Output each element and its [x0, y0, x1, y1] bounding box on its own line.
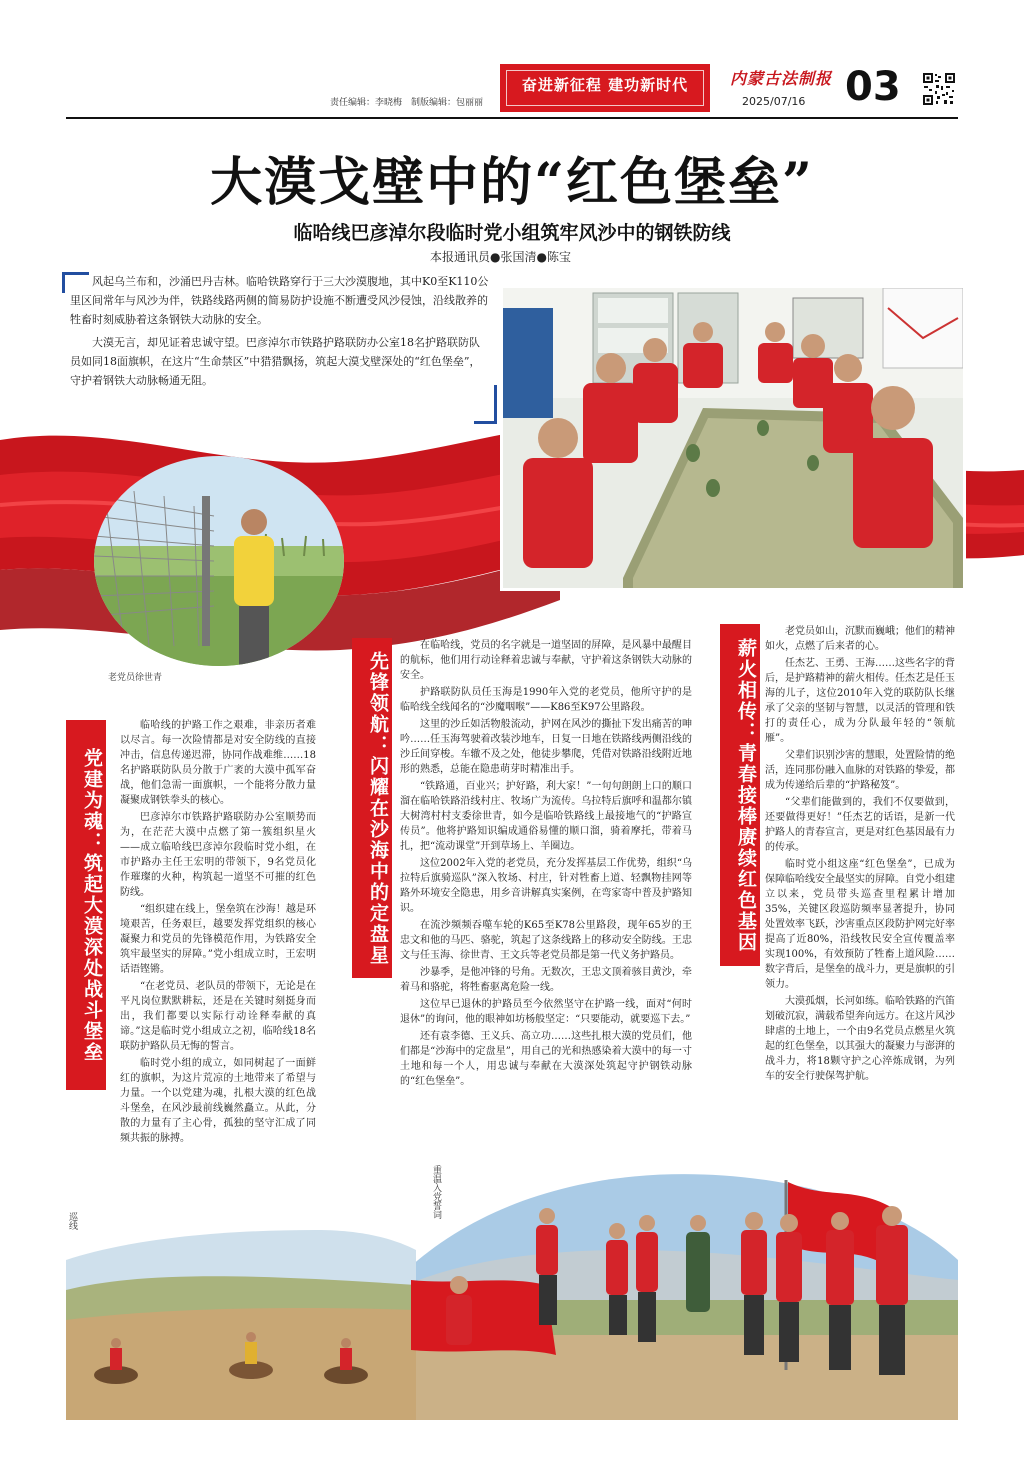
lede-paragraph: 风起乌兰布和，沙涌巴丹吉林。临哈铁路穿行于三大沙漠腹地，其中K0至K110公里区间常年与风沙为伴，铁路线路两侧的简易防护设施不断遭受风沙侵蚀，沿线散养的牲畜时刻威胁着这条钢铁大动脉的安全。	[70, 275, 489, 326]
slogan-banner	[500, 64, 710, 112]
qr-code-icon[interactable]	[922, 72, 956, 106]
section-body-vanguard	[400, 638, 692, 1091]
body-paragraph: 这位2002年入党的老党员，充分发挥基层工作优势，组织“乌拉特后旗骑巡队”深入牧场、村庄，针对牲畜上道、轻飘物挂网等路外环境安全隐患，用乡音讲解真实案例，在弯家寄中普及护路知识。	[400, 858, 692, 914]
body-paragraph: 在流沙频频吞噬车轮的K65至K78公里路段，现年65岁的王忠文和他的马匹、骆驼，筑起了这条线路上的移动安全防线。王忠文与任玉海、徐世青、王文兵等老党员都是第一代义务护路员。	[400, 920, 692, 961]
slogan-text: 奋进新征程 建功新时代	[521, 76, 689, 94]
body-paragraph: 大漠孤烟，长河如练。临哈铁路的汽笛划破沉寂，满载希望奔向远方。在这片风沙肆虐的土地上，一个由9名党员点燃星火筑起的红色堡垒，以其强大的凝聚力与澎湃的战斗力，将18颗守护之心淬炼成钢，为列车的安全行驶保驾护航。	[765, 996, 955, 1082]
section-body-legacy	[765, 624, 955, 1086]
body-paragraph: 老党员如山，沉默而巍峨；他们的精神如火，点燃了后来者的心。	[765, 626, 955, 652]
body-paragraph: 临哈线的护路工作之艰难，非亲历者难以尽言。每一次险情都是对安全防线的直接冲击，信息传递迟滞，协同作战难维……18名护路联防队员分散于广袤的大漠中孤军奋战，他们急需一面旗帜，一个能将分散力量凝聚成钢铁拳头的核心。	[120, 720, 316, 806]
body-paragraph: 这里的沙丘如活物般流动，护网在风沙的撕扯下发出痛苦的呻吟……任玉海驾驶着改装沙地车，日复一日地在铁路线两侧沿线的沙丘间穿梭。车辙不及之处，他徒步攀爬，凭借对铁路沿线附近地形的熟悉，总能在隐患萌芽时精准出手。	[400, 719, 692, 775]
photo-caption: 重温入党誓词	[431, 1165, 441, 1219]
body-paragraph: “父辈们能做到的，我们不仅要做到，还要做得更好！”任杰艺的话语，是新一代护路人的青春宣言，更是对红色基因最有力的传承。	[765, 797, 955, 853]
lede-paragraph: 大漠无言，却见证着忠诚守望。巴彦淖尔市铁路护路联防办公室18名护路联防队员如同18面旗帜，在这片“生命禁区”中猎猎飘扬，筑起大漠戈壁深处的“红色堡垒”，守护着钢铁大动脉畅通无阻。	[70, 336, 481, 387]
section-heading-party-building: 党建为魂：筑起大漠深处战斗堡垒	[66, 720, 106, 1090]
patrol-fence-photo	[94, 456, 344, 666]
body-paragraph: 临时党小组这座“红色堡垒”，已成为保障临哈线安全最坚实的屏障。自党小组建立以来，党员带头巡查里程累计增加35%，关键区段巡防频率显著提升，协同处置效率飞跃，沙害重点区段防护网完好率提高了近80%，沿线牧民安全宣传覆盖率实现100%，有效预防了牲畜上道风险……数字背后，是堡垒的战斗力，更是旗帜的引领力。	[765, 859, 955, 990]
newspaper-logo: 内蒙古法制报	[730, 69, 833, 88]
subheadline: 临哈线巴彦淖尔段临时党小组筑牢风沙中的钢铁防线	[293, 222, 731, 244]
byline: 本报通讯员●张国清●陈宝	[430, 250, 571, 264]
photo-caption: 巡线	[67, 1212, 77, 1230]
body-paragraph: 沙暴季，是他冲锋的号角。无数次，王忠文顶着骇目黄沙，牵着马和骆驼，将牲畜驱离危险一线。	[400, 967, 692, 993]
body-paragraph: 临时党小组的成立，如同树起了一面鲜红的旗帜，为这片荒凉的土地带来了希望与力量。一个以党建为魂，扎根大漠的红色战斗堡垒，在风沙最前线巍然矗立。从此，分散的力量有了主心骨，孤独的坚守汇成了同频共振的脉搏。	[120, 1058, 316, 1144]
section-heading-vanguard: 先锋领航：闪耀在沙海中的定盘星	[352, 638, 392, 978]
body-paragraph: “在老党员、老队员的带领下，无论是在平凡岗位默默耕耘，还是在关键时刻挺身而出，我们都要以实际行动诠释奉献的真谛。”这是临时党小组成立之初，临哈线18名联防护路队员无悔的誓言。	[120, 981, 316, 1052]
page-number: 03	[845, 64, 901, 110]
issue-date: 2025/07/16	[742, 95, 806, 108]
headline: 大漠戈壁中的“红色堡垒”	[210, 152, 814, 213]
editor-credits: 责任编辑：李晓梅 制版编辑：包丽丽	[330, 98, 484, 108]
section-heading-legacy: 薪火相传：青春接棒赓续红色基因	[720, 624, 760, 966]
body-paragraph: 这位早已退休的护路员至今依然坚守在护路一线，面对“何时退休”的询问，他的眼神如坊杨般坚定：“只要能动，就要巡下去。”	[400, 999, 692, 1025]
photo-caption: 老党员徐世青	[108, 673, 163, 683]
header-rule	[66, 117, 958, 119]
body-paragraph: 还有袁李德、王义兵、高立功……这些扎根大漠的党员们，他们都是“沙海中的定盘星”，用自己的光和热感染着大漠中的每一寸土地和每一个人，用忠诚与奉献在大漠深处筑起守护钢铁动脉的“红色堡垒”。	[400, 1031, 692, 1087]
body-paragraph: “铁路通，百业兴；护好路，利大家！”一句句朗朗上口的顺口溜在临哈铁路沿线村庄、牧场广为流传。乌拉特后旗呼和温都尔镇大树湾村村支委徐世青，如今是临哈铁路线上最接地气的“护路宣传员”。他将护路知识编成通俗易懂的顺口溜，骑着摩托，带着马扎，把“流动课堂”开到草场上、羊圈边。	[400, 781, 692, 852]
body-paragraph: 在临哈线，党员的名字就是一道坚固的屏障，是风暴中最醒目的航标，他们用行动诠释着忠诚与奉献，守护着这条钢铁大动脉的安全。	[400, 640, 692, 681]
body-paragraph: 护路联防队员任玉海是1990年入党的老党员，他所守护的是临哈线全线闻名的“沙魔咽喉”——K86至K97公里路段。	[400, 687, 692, 713]
section-body-party-building	[120, 718, 316, 1148]
body-paragraph: “组织建在线上，堡垒筑在沙海！越是环境艰苦，任务艰巨，越要发挥党组织的核心凝聚力和党员的先锋模范作用，为铁路安全筑牢最坚实的屏障。”党小组成立时，王宏明话语铿锵。	[120, 904, 316, 975]
oath-ceremony-photo	[66, 1170, 958, 1420]
meeting-photo	[500, 285, 966, 591]
body-paragraph: 巴彦淖尔市铁路护路联防办公室顺势而为，在茫茫大漠中点燃了第一簇组织星火——成立临哈线巴彦淖尔段临时党小组，在市护路办主任王宏明的带领下，9名党员化作璀璨的火种，构筑起一道坚不可摧的红色防线。	[120, 812, 316, 898]
body-paragraph: 父辈们识别沙害的慧眼，处置险情的绝活，连同那份融入血脉的对铁路的挚爱，都成为传递给后辈的“护路秘笈”。	[765, 750, 955, 791]
lede	[70, 272, 490, 422]
body-paragraph: 任杰艺、王勇、王海……这些名字的背后，是护路精神的薪火相传。任杰艺是任玉海的儿子，这位2010年入党的联防队长继承了父亲的坚韧与智慧，以灵活的管理和铁打的责任心，成为分队最年轻的“领航雁”。	[765, 658, 955, 744]
